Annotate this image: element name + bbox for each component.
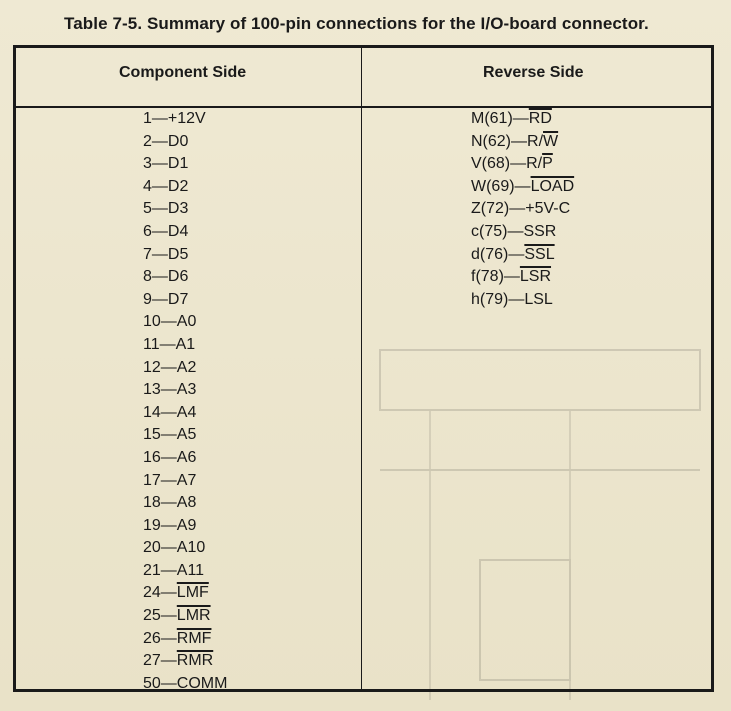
signal-name-active-low: LOAD (530, 177, 575, 195)
pin-label: 17— (143, 471, 177, 489)
pin-label: 16— (143, 448, 177, 466)
table-row (471, 221, 574, 244)
reverse-side-list (471, 108, 574, 311)
table-row (471, 131, 574, 154)
table-row (143, 402, 227, 425)
signal-name: A5 (176, 426, 197, 444)
signal-name: D3 (167, 200, 189, 218)
signal-name: A3 (176, 381, 197, 399)
table-row (143, 131, 227, 154)
pin-label: 19— (143, 516, 177, 534)
table-row (471, 153, 574, 176)
pin-label: Z(72)— (471, 200, 526, 218)
pin-label: 15— (143, 426, 177, 444)
pin-label: 1— (143, 110, 168, 127)
pin-label: 12— (143, 358, 177, 376)
pin-label: 27— (143, 652, 177, 670)
column-divider (361, 48, 362, 689)
pin-label: 5— (143, 200, 168, 218)
signal-name-active-low: $\overline{LMF}$ (176, 584, 209, 602)
signal-name: D0 (167, 132, 189, 150)
table-row (143, 582, 227, 605)
table-row (143, 311, 227, 334)
table-row (143, 198, 227, 221)
pin-label: 14— (143, 403, 177, 421)
table-row (143, 492, 227, 515)
table-title: Table 7-5. Summary of 100-pin connections for the I/O-board connector. (64, 14, 649, 33)
table-row (471, 198, 574, 221)
pin-label: M(61)— (471, 110, 529, 127)
signal-name-active-low: $\overline{RMF}$ (176, 629, 212, 647)
signal-name: D4 (167, 222, 189, 240)
signal-name: A2 (176, 358, 197, 376)
pin-label: f(78)— (471, 268, 520, 286)
signal-name: D5 (167, 245, 189, 263)
table-row (143, 221, 227, 244)
table-row (143, 108, 227, 131)
signal-name: D6 (167, 268, 189, 286)
pin-label: 20— (143, 539, 177, 557)
pin-label: 11— (143, 335, 176, 353)
table-row (143, 560, 227, 583)
table-row (143, 176, 227, 199)
table-row (143, 244, 227, 267)
reverse-side-header: Reverse Side (483, 64, 584, 81)
signal-name-active-low: $\overline{SSL}$ (524, 245, 555, 263)
signal-name: COMM (176, 674, 228, 692)
table-row (471, 266, 574, 289)
pin-label: 8— (143, 268, 168, 286)
table-row (143, 605, 227, 628)
signal-name: +12V (167, 110, 206, 127)
table-row (143, 289, 227, 312)
table-row (143, 470, 227, 493)
signal-name: SSR (523, 222, 557, 240)
pin-label: 26— (143, 629, 177, 647)
pin-label: d(76)— (471, 245, 525, 263)
signal-name: D7 (167, 290, 189, 308)
table-row (471, 108, 574, 131)
pin-label: 9— (143, 290, 168, 308)
pin-label: c(75)— (471, 222, 524, 240)
signal-name-active-low: $\overline{RMR}$ (176, 652, 214, 670)
table-row (143, 628, 227, 651)
pin-label: 10— (143, 313, 177, 331)
pin-label: V(68)—R/ (471, 155, 543, 173)
header-divider (16, 106, 711, 108)
pin-label: 6— (143, 222, 168, 240)
pin-label: 21— (143, 561, 177, 579)
signal-name: A9 (176, 516, 197, 534)
signal-name: A8 (176, 494, 197, 512)
signal-name: A6 (176, 448, 197, 466)
signal-name-active-low: $\overline{RD}$ (528, 110, 552, 127)
pin-label: 2— (143, 132, 168, 150)
pin-label: 18— (143, 494, 177, 512)
pin-label: N(62)—R/ (471, 132, 544, 150)
pin-label: 50— (143, 674, 177, 692)
pin-label: 3— (143, 155, 168, 173)
table-row (143, 357, 227, 380)
signal-name-active-low: $\overline{LMR}$ (176, 607, 211, 625)
pin-label: 7— (143, 245, 168, 263)
table-row (143, 334, 227, 357)
signal-name: D2 (167, 177, 189, 195)
table-row (143, 153, 227, 176)
signal-name: A7 (176, 471, 197, 489)
signal-name: A11 (176, 561, 205, 579)
pin-label: 24— (143, 584, 177, 602)
pin-connection-table (13, 45, 714, 692)
signal-name: LSL (524, 290, 553, 308)
table-row (471, 289, 574, 312)
table-row (143, 424, 227, 447)
signal-name-active-low: $\overline{W}$ (543, 132, 559, 150)
signal-name: A0 (176, 313, 197, 331)
pin-label: W(69)— (471, 177, 531, 195)
table-row (143, 379, 227, 402)
pin-label: 13— (143, 381, 177, 399)
table-row (471, 244, 574, 267)
component-side-list (143, 108, 227, 695)
signal-name: A1 (175, 335, 196, 353)
table-row (143, 447, 227, 470)
signal-name: A10 (176, 539, 206, 557)
table-row (143, 515, 227, 538)
pin-label: 25— (143, 607, 177, 625)
signal-name: +5V-C (525, 200, 571, 218)
table-row (143, 537, 227, 560)
signal-name-active-low: $\overline{P}$ (542, 155, 553, 173)
signal-name: D1 (167, 155, 189, 173)
pin-label: h(79)— (471, 290, 525, 308)
signal-name: A4 (176, 403, 197, 421)
table-row (143, 266, 227, 289)
table-row (143, 650, 227, 673)
component-side-header: Component Side (119, 64, 247, 81)
pin-label: 4— (143, 177, 168, 195)
table-row (143, 673, 227, 696)
table-row (471, 176, 574, 199)
signal-name-active-low: $\overline{LSR}$ (519, 268, 552, 286)
